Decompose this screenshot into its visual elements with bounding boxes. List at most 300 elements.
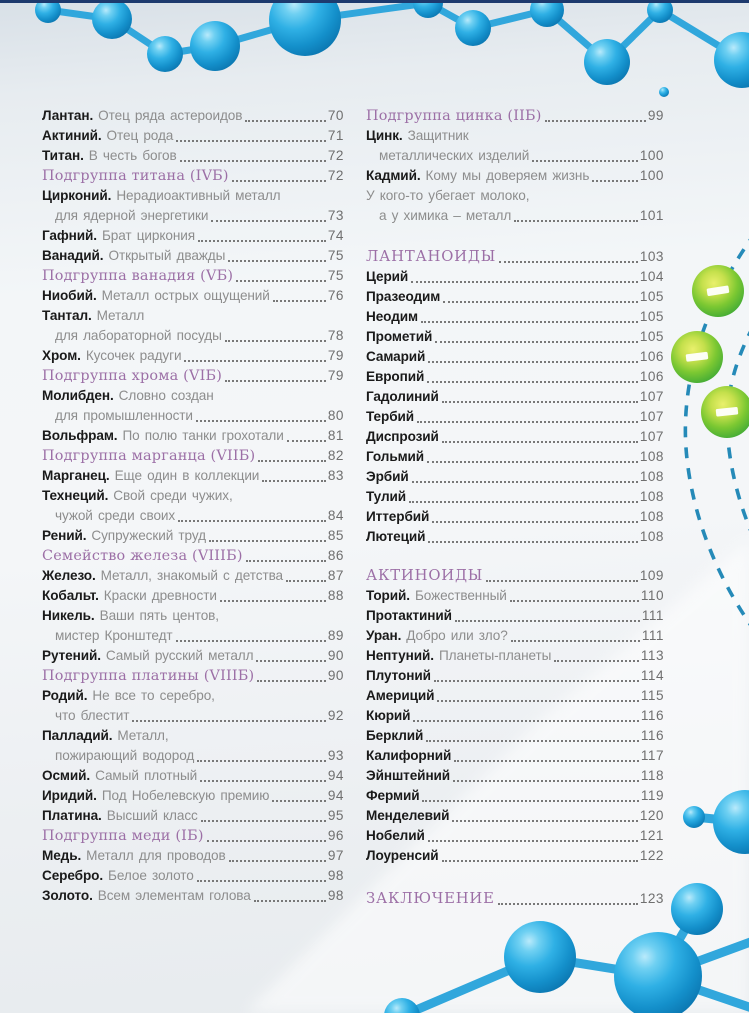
page-number: 93 [327, 748, 344, 763]
entry-name: Палладий. [42, 728, 113, 743]
entry-description: мистер Кронштедт [55, 628, 173, 643]
toc-entry [42, 526, 344, 546]
page-number: 70 [327, 108, 344, 123]
dot-leader [443, 301, 638, 303]
toc-entry [366, 427, 664, 447]
page-number: 104 [639, 269, 664, 284]
dot-leader [442, 441, 638, 443]
toc-entry [366, 307, 664, 327]
dot-leader [257, 680, 326, 682]
entry-name: Нептуний. [366, 648, 434, 663]
page-number: 108 [639, 489, 664, 504]
entry-name: Хром. [42, 348, 81, 363]
entry-description: а у химика – металл [379, 208, 512, 223]
entry-name: Цинк. [366, 128, 403, 143]
dot-leader [273, 300, 326, 302]
entry-description: Свой среди чужих, [113, 488, 233, 503]
entry-description: Самый плотный [95, 768, 198, 783]
dot-leader [176, 640, 326, 642]
toc-entry [42, 306, 344, 326]
entry-description: Отец ряда астероидов [98, 108, 243, 123]
dot-leader [207, 840, 326, 842]
entry-name: Берклий [366, 728, 424, 743]
entry-name: Плутоний [366, 668, 431, 683]
dot-leader [178, 520, 326, 522]
toc-spacer [366, 866, 664, 889]
page-number: 85 [327, 528, 344, 543]
toc-entry [366, 646, 664, 666]
page-number: 105 [639, 289, 664, 304]
heading-label: Подгруппа платины (VIIIБ) [42, 668, 255, 684]
entry-name: Лантан. [42, 108, 94, 123]
electron-minus-icon [692, 265, 744, 317]
entry-name: Никель. [42, 608, 95, 623]
toc-entry [366, 806, 664, 826]
toc-entry [42, 386, 344, 406]
page-number: 114 [640, 668, 664, 683]
toc-entry [42, 686, 344, 706]
toc-entry [42, 766, 344, 786]
toc-entry-continuation [42, 706, 344, 726]
page-number: 90 [327, 648, 344, 663]
toc-entry [366, 387, 664, 407]
entry-name: Фермий [366, 788, 420, 803]
toc-entry-continuation [366, 146, 664, 166]
dot-leader [256, 660, 325, 662]
entry-description: Ваши пять центов, [99, 608, 219, 623]
entry-name: Серебро. [42, 868, 104, 883]
page-number: 100 [639, 148, 664, 163]
toc-entry [42, 106, 344, 126]
page-number: 78 [327, 328, 344, 343]
toc-spacer [366, 226, 664, 247]
toc-subgroup-heading [42, 446, 344, 466]
page-number: 105 [639, 309, 664, 324]
entry-name: Осмий. [42, 768, 91, 783]
entry-name: Кадмий. [366, 168, 421, 183]
top-edge-bar [0, 0, 749, 3]
toc-subgroup-heading [42, 366, 344, 386]
page-number: 74 [327, 228, 344, 243]
entry-description: Всем элементам голова [97, 888, 251, 903]
toc-entry-continuation [42, 506, 344, 526]
entry-description: для ядерной энергетики [55, 208, 209, 223]
page-number: 72 [327, 168, 344, 183]
heading-label: АКТИНОИДЫ [366, 567, 484, 584]
entry-name: Золото. [42, 888, 93, 903]
page-number: 100 [639, 168, 664, 183]
toc-entry-continuation [42, 406, 344, 426]
entry-name: Европий [366, 369, 425, 384]
page-number: 113 [640, 648, 664, 663]
toc-entry [42, 486, 344, 506]
toc-section-heading [366, 889, 664, 909]
entry-description: Брат циркония [101, 228, 195, 243]
dot-leader [411, 281, 638, 283]
toc-entry [366, 786, 664, 806]
dot-leader [413, 720, 638, 722]
entry-description: Божественный [414, 588, 507, 603]
entry-name: Калифорний [366, 748, 452, 763]
toc-entry [366, 126, 664, 146]
page-number: 73 [327, 208, 344, 223]
entry-description: Отец рода [106, 128, 174, 143]
page-number: 80 [327, 408, 344, 423]
toc-section-heading [366, 566, 664, 586]
entry-description: Металл острых ощущений [101, 288, 270, 303]
toc-left-column [42, 106, 344, 906]
toc-entry [366, 726, 664, 746]
dot-leader [422, 800, 638, 802]
dot-leader [437, 700, 638, 702]
entry-name: Платина. [42, 808, 102, 823]
entry-name: Рутений. [42, 648, 101, 663]
entry-description: что блестит [55, 708, 130, 723]
dot-leader [286, 580, 326, 582]
page-number: 106 [639, 369, 664, 384]
dot-leader [287, 440, 326, 442]
dot-leader [452, 820, 637, 822]
page-number: 108 [639, 509, 664, 524]
page-number: 75 [327, 268, 344, 283]
entry-description: В честь богов [88, 148, 177, 163]
dot-leader [254, 900, 326, 902]
page-number: 108 [639, 469, 664, 484]
toc-entry [366, 407, 664, 427]
dot-leader [197, 760, 326, 762]
toc-entry-continuation [42, 626, 344, 646]
entry-description: металлических изделий [379, 148, 530, 163]
toc-entry [42, 466, 344, 486]
toc-entry [42, 606, 344, 626]
entry-name: Неодим [366, 309, 418, 324]
entry-name: Марганец. [42, 468, 110, 483]
dot-leader [428, 840, 638, 842]
page-number: 108 [639, 449, 664, 464]
entry-description: У кого-то убегает молоко, [366, 188, 530, 203]
page-number: 86 [327, 548, 344, 563]
electron-minus-icon [701, 386, 749, 438]
dot-leader [246, 560, 326, 562]
dot-leader [510, 600, 639, 602]
page-number: 107 [639, 429, 664, 444]
dot-leader [514, 220, 638, 222]
dot-leader [417, 421, 638, 423]
toc-entry [42, 566, 344, 586]
dot-leader [262, 480, 326, 482]
page-number: 122 [639, 848, 664, 863]
electron-minus-icon [671, 331, 723, 383]
toc-subgroup-heading [42, 546, 344, 566]
dot-leader [196, 420, 326, 422]
page-number: 111 [641, 608, 664, 623]
page-number: 94 [327, 788, 344, 803]
dot-leader [409, 501, 638, 503]
entry-description: Под Нобелевскую премию [101, 788, 270, 803]
dot-leader [245, 120, 325, 122]
dot-leader [545, 120, 646, 122]
page-number: 82 [327, 448, 344, 463]
heading-label: Подгруппа цинка (IIБ) [366, 108, 542, 124]
page-number: 116 [640, 708, 664, 723]
page-number: 95 [327, 808, 344, 823]
entry-description: Добро или зло? [406, 628, 508, 643]
dot-leader [554, 660, 639, 662]
page-number: 110 [640, 588, 664, 603]
toc-entry [42, 846, 344, 866]
page-number: 84 [327, 508, 344, 523]
entry-description: Краски древности [103, 588, 217, 603]
entry-name: Диспрозий [366, 429, 439, 444]
toc-subgroup-heading [42, 166, 344, 186]
entry-description: Самый русский металл [105, 648, 254, 663]
entry-description: Металл для проводов [86, 848, 226, 863]
entry-name: Актиний. [42, 128, 102, 143]
entry-name: Кюрий [366, 708, 411, 723]
heading-label: Подгруппа титана (IVБ) [42, 168, 229, 184]
page-number: 72 [327, 148, 344, 163]
dot-leader [511, 640, 640, 642]
entry-description: Планеты-планеты [438, 648, 552, 663]
entry-description: Кусочек радуги [85, 348, 182, 363]
entry-description: для лабораторной посуды [55, 328, 222, 343]
page-number: 88 [327, 588, 344, 603]
page-number: 97 [327, 848, 344, 863]
dot-leader [428, 541, 637, 543]
toc-entry [366, 706, 664, 726]
entry-description: Защитник [407, 128, 469, 143]
dot-leader [421, 321, 638, 323]
entry-name: Рений. [42, 528, 87, 543]
toc-entry [366, 846, 664, 866]
page-number: 76 [327, 288, 344, 303]
entry-name: Иридий. [42, 788, 97, 803]
toc-entry [42, 286, 344, 306]
page-number: 101 [639, 208, 664, 223]
entry-description: По полю танки грохотали [122, 428, 284, 443]
entry-name: Кобальт. [42, 588, 99, 603]
toc-entry [42, 246, 344, 266]
dot-leader [229, 860, 326, 862]
entry-name: Медь. [42, 848, 82, 863]
toc-entry-continuation [366, 206, 664, 226]
page-number: 106 [639, 349, 664, 364]
toc-subgroup-heading [42, 666, 344, 686]
toc-entry [366, 507, 664, 527]
toc-right-column [366, 106, 664, 909]
dot-leader [211, 220, 326, 222]
toc-entry [366, 746, 664, 766]
dot-leader [432, 521, 638, 523]
toc-entry [42, 586, 344, 606]
toc-spacer [366, 547, 664, 566]
dot-leader [532, 160, 638, 162]
page-number: 81 [327, 428, 344, 443]
page-number: 79 [327, 368, 344, 383]
page-number: 119 [640, 788, 664, 803]
dot-leader [225, 340, 326, 342]
entry-name: Ванадий. [42, 248, 104, 263]
page-number: 123 [639, 891, 664, 906]
entry-name: Нобелий [366, 828, 425, 843]
dot-leader [428, 361, 638, 363]
page-number: 96 [327, 828, 344, 843]
toc-section-heading [366, 247, 664, 267]
entry-name: Церий [366, 269, 409, 284]
dot-leader [228, 260, 326, 262]
page-number: 87 [327, 568, 344, 583]
entry-description: Словно создан [118, 388, 214, 403]
page-number: 75 [327, 248, 344, 263]
dot-leader [426, 740, 639, 742]
toc-subgroup-heading [42, 266, 344, 286]
toc-entry [42, 646, 344, 666]
page-number: 99 [647, 108, 664, 123]
toc-entry [42, 146, 344, 166]
dot-leader [201, 820, 326, 822]
entry-name: Самарий [366, 349, 426, 364]
dot-leader [453, 780, 639, 782]
entry-name: Лоуренсий [366, 848, 439, 863]
entry-name: Тербий [366, 409, 415, 424]
dot-leader [427, 381, 638, 383]
page-number: 115 [640, 688, 664, 703]
dot-leader [225, 380, 326, 382]
page-number: 98 [327, 868, 344, 883]
entry-description: Металл, [117, 728, 169, 743]
dot-leader [498, 903, 638, 905]
dot-leader [200, 780, 326, 782]
heading-label: Подгруппа хрома (VIБ) [42, 368, 223, 384]
toc-entry [42, 186, 344, 206]
toc-entry [42, 866, 344, 886]
entry-name: Вольфрам. [42, 428, 118, 443]
dot-leader [442, 860, 638, 862]
page-number: 89 [327, 628, 344, 643]
entry-description: Открытый дважды [108, 248, 226, 263]
page-number: 117 [640, 748, 664, 763]
entry-name: Цирконий. [42, 188, 112, 203]
entry-name: Празеодим [366, 289, 441, 304]
entry-description: для промышленности [55, 408, 193, 423]
dot-leader [454, 760, 639, 762]
toc-entry [366, 766, 664, 786]
dot-leader [486, 580, 638, 582]
page-number: 98 [327, 888, 344, 903]
entry-name: Гафний. [42, 228, 97, 243]
toc-entry [366, 666, 664, 686]
entry-name: Молибден. [42, 388, 114, 403]
entry-name: Уран. [366, 628, 402, 643]
heading-label: Подгруппа ванадия (VБ) [42, 268, 234, 284]
page-number: 108 [639, 529, 664, 544]
entry-description: Еще один в коллекции [114, 468, 260, 483]
entry-name: Торий. [366, 588, 410, 603]
page-number: 107 [639, 389, 664, 404]
dot-leader [220, 600, 326, 602]
toc-entry [366, 267, 664, 287]
entry-name: Иттербий [366, 509, 430, 524]
page-number: 79 [327, 348, 344, 363]
dot-leader [209, 540, 326, 542]
heading-label: Семейство железа (VIIIБ) [42, 548, 243, 564]
entry-description: Металл, знакомый с детства [100, 568, 283, 583]
page-number: 121 [639, 828, 664, 843]
entry-description: чужой среди своих [55, 508, 176, 523]
toc-text-line [366, 186, 664, 206]
toc-entry [366, 606, 664, 626]
heading-label: ЛАНТАНОИДЫ [366, 248, 497, 265]
heading-label: ЗАКЛЮЧЕНИЕ [366, 890, 495, 907]
toc-entry [366, 826, 664, 846]
entry-name: Гадолиний [366, 389, 439, 404]
entry-description: Кому мы доверяем жизнь [425, 168, 590, 183]
dot-leader [499, 261, 638, 263]
entry-description: Белое золото [108, 868, 194, 883]
page-number: 71 [327, 128, 344, 143]
entry-name: Менделевий [366, 808, 450, 823]
entry-name: Гольмий [366, 449, 425, 464]
molecule-icon [35, 0, 749, 97]
dot-leader [272, 800, 326, 802]
dot-leader [258, 460, 326, 462]
toc-entry [366, 347, 664, 367]
dot-leader [427, 461, 638, 463]
toc-entry [366, 166, 664, 186]
entry-name: Титан. [42, 148, 84, 163]
page-number: 105 [639, 329, 664, 344]
toc-entry [366, 487, 664, 507]
entry-name: Америций [366, 688, 435, 703]
dot-leader [132, 720, 325, 722]
entry-name: Тантал. [42, 308, 92, 323]
dot-leader [180, 160, 326, 162]
page-number: 116 [640, 728, 664, 743]
page-number: 109 [639, 568, 664, 583]
entry-name: Эрбий [366, 469, 409, 484]
entry-description: Высший класс [106, 808, 198, 823]
toc-entry [42, 886, 344, 906]
entry-name: Технеций. [42, 488, 109, 503]
toc-entry [366, 367, 664, 387]
entry-name: Эйнштейний [366, 768, 451, 783]
dot-leader [176, 140, 326, 142]
entry-description: Супружеский труд [91, 528, 206, 543]
dot-leader [412, 481, 638, 483]
toc-entry [42, 426, 344, 446]
entry-description: Не все то серебро, [92, 688, 215, 703]
entry-name: Тулий [366, 489, 407, 504]
heading-label: Подгруппа меди (IБ) [42, 828, 204, 844]
entry-name: Железо. [42, 568, 96, 583]
toc-entry [366, 586, 664, 606]
page-number: 90 [327, 668, 344, 683]
entry-name: Родий. [42, 688, 88, 703]
toc-entry [42, 726, 344, 746]
dot-leader [435, 341, 638, 343]
page-number: 94 [327, 768, 344, 783]
toc-entry [366, 287, 664, 307]
entry-description: Нерадиоактивный металл [116, 188, 281, 203]
dot-leader [455, 620, 640, 622]
toc-entry [366, 527, 664, 547]
heading-label: Подгруппа марганца (VIIБ) [42, 448, 256, 464]
toc-entry [42, 126, 344, 146]
entry-name: Ниобий. [42, 288, 97, 303]
dot-leader [434, 680, 639, 682]
page-number: 120 [639, 808, 664, 823]
dot-leader [232, 180, 326, 182]
